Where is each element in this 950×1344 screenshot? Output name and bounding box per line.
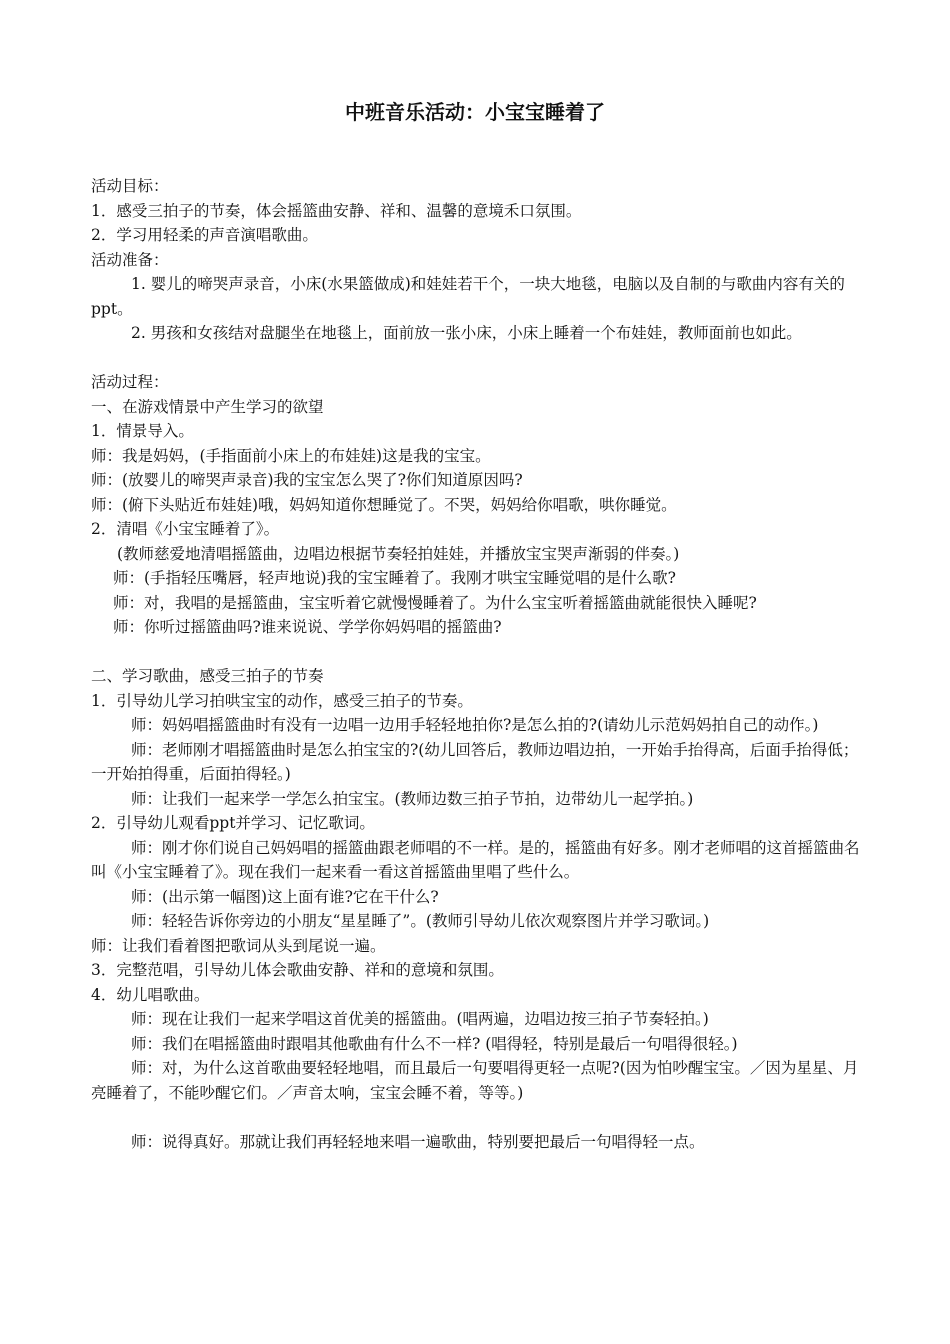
section-heading-process: 活动过程： bbox=[91, 373, 169, 391]
step-2-3: 3．完整范唱，引导幼儿体会歌曲安静、祥和的意境和氛围。 bbox=[91, 961, 504, 979]
section-heading-goals: 活动目标： bbox=[91, 177, 169, 195]
dialogue-line: 师：妈妈唱摇篮曲时有没有一边唱一边用手轻轻地拍你?是怎么拍的?(请幼儿示范妈妈拍自己的动作。) bbox=[131, 716, 819, 734]
part-1-heading: 一、在游戏情景中产生学习的欲望 bbox=[91, 397, 324, 416]
step-2-4: 4．幼儿唱歌曲。 bbox=[91, 985, 210, 1004]
dialogue-line: 师：你听过摇篮曲吗?谁来说说、学学你妈妈唱的摇篮曲? bbox=[113, 618, 502, 636]
stage-direction: (教师慈爱地清唱摇篮曲，边唱边根据节奏轻拍娃娃，并播放宝宝哭声渐弱的伴奏。) bbox=[117, 544, 680, 563]
dialogue-line: 师：我是妈妈，(手指面前小床上的布娃娃)这是我的宝宝。 bbox=[91, 446, 491, 465]
step-1-2: 2．清唱《小宝宝睡着了》。 bbox=[91, 520, 280, 538]
dialogue-line: 师：对，我唱的是摇篮曲，宝宝听着它就慢慢睡着了。为什么宝宝听着摇篮曲就能很快入睡呢? bbox=[113, 593, 757, 612]
dialogue-line: 师：我们在唱摇篮曲时跟唱其他歌曲有什么不一样? (唱得轻，特别是最后一句唱得很轻。) bbox=[131, 1034, 738, 1053]
dialogue-line: 师：(出示第一幅图)这上面有谁?它在干什么? bbox=[131, 887, 439, 906]
blank-line bbox=[91, 346, 861, 371]
section-heading-prep: 活动准备： bbox=[91, 250, 169, 269]
dialogue-line: 师：(手指轻压嘴唇，轻声地说)我的宝宝睡着了。我刚才哄宝宝睡觉唱的是什么歌? bbox=[113, 569, 676, 587]
blank-line bbox=[91, 640, 861, 665]
dialogue-line: 师：对，为什么这首歌曲要轻轻地唱，而且最后一句要唱得更轻一点呢?(因为怕吵醒宝宝。／因为星星、月亮睡着了，不能吵醒它们。／声音太响，宝宝会睡不着，等等。) bbox=[91, 1059, 859, 1102]
goal-2: 2．学习用轻柔的声音演唱歌曲。 bbox=[91, 226, 318, 244]
dialogue-line: 师：老师刚才唱摇篮曲时是怎么拍宝宝的?(幼儿回答后，教师边唱边拍，一开始手抬得高，后面手抬得低；一开始拍得重，后面拍得轻。) bbox=[91, 740, 859, 783]
dialogue-line: 师：轻轻告诉你旁边的小朋友“星星睡了”。(教师引导幼儿依次观察图片并学习歌词。) bbox=[131, 912, 710, 930]
dialogue-line: 师：(俯下头贴近布娃娃)哦，妈妈知道你想睡觉了。不哭，妈妈给你唱歌，哄你睡觉。 bbox=[91, 495, 677, 514]
dialogue-line: 师：(放婴儿的啼哭声录音)我的宝宝怎么哭了?你们知道原因吗? bbox=[91, 471, 523, 489]
step-1-1: 1．情景导入。 bbox=[91, 422, 194, 440]
dialogue-line: 师：让我们一起来学一学怎么拍宝宝。(教师边数三拍子节拍，边带幼儿一起学拍。) bbox=[131, 789, 694, 808]
part-2-heading: 二、学习歌曲，感受三拍子的节奏 bbox=[91, 667, 324, 685]
step-2-1: 1．引导幼儿学习拍哄宝宝的动作，感受三拍子的节奏。 bbox=[91, 691, 473, 710]
dialogue-line: 师：刚才你们说自己妈妈唱的摇篮曲跟老师唱的不一样。是的，摇篮曲有好多。刚才老师唱的这首摇篮曲名叫《小宝宝睡着了》。现在我们一起来看一看这首摇篮曲里唱了些什么。 bbox=[91, 838, 860, 881]
dialogue-line: 师：让我们看着图把歌词从头到尾说一遍。 bbox=[91, 936, 386, 955]
goal-1: 1．感受三拍子的节奏，体会摇篮曲安静、祥和、温馨的意境禾口氛围。 bbox=[91, 201, 582, 220]
step-2-2: 2．引导幼儿观看ppt并学习、记忆歌词。 bbox=[91, 814, 375, 832]
document-title: 中班音乐活动：小宝宝睡着了 bbox=[345, 100, 605, 124]
prep-item-1: 1. 婴儿的啼哭声录音，小床(水果篮做成)和娃娃若干个，一块大地毯，电脑以及自制的与歌曲内容有关的ppt。 bbox=[91, 275, 845, 318]
document-body bbox=[91, 174, 861, 1154]
prep-item-2: 2. 男孩和女孩结对盘腿坐在地毯上，面前放一张小床，小床上睡着一个布娃娃，教师面前也如此。 bbox=[131, 324, 802, 342]
blank-line bbox=[91, 1105, 861, 1130]
dialogue-line: 师：现在让我们一起来学唱这首优美的摇篮曲。(唱两遍，边唱边按三拍子节奏轻拍。) bbox=[131, 1010, 709, 1028]
dialogue-line: 师：说得真好。那就让我们再轻轻地来唱一遍歌曲，特别要把最后一句唱得轻一点。 bbox=[131, 1132, 705, 1151]
